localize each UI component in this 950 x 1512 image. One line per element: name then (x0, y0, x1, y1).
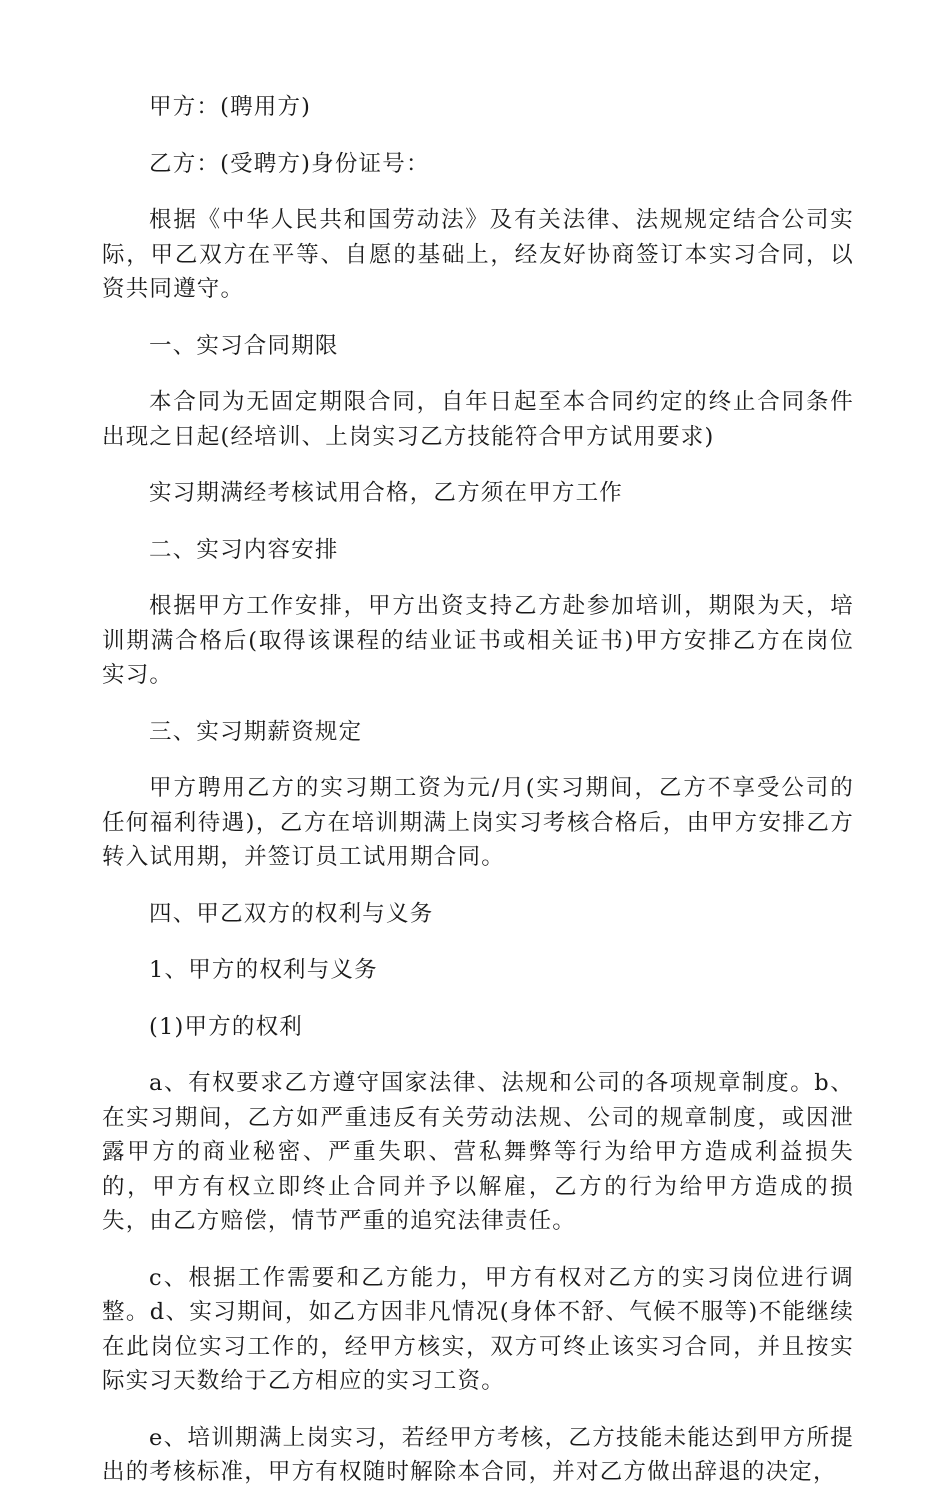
party-a-line: 甲方：(聘用方) (149, 94, 312, 120)
subsection-heading-1-1: (1)甲方的权利 (149, 1013, 303, 1040)
content-arrangement-paragraph: 根据甲方工作安排，甲方出资支持乙方赴参加培训，期限为天，培训期满合格后(取得该课程的结业证书或相关证书)甲方安排乙方在岗位实习。 (102, 593, 854, 688)
party-b-line: 乙方：(受聘方)身份证号： (149, 150, 430, 177)
section-heading-2: 二、实习内容安排 (149, 536, 339, 563)
subsection-heading-1: 1、甲方的权利与义务 (149, 957, 378, 983)
contract-term-paragraph: 本合同为无固定期限合同，自年日起至本合同约定的终止合同条件出现之日起(经培训、上岗实习乙方技能符合甲方试用要求) (102, 389, 854, 450)
salary-paragraph: 甲方聘用乙方的实习期工资为元/月(实习期间，乙方不享受公司的任何福利待遇)，乙方在培训期满上岗实习考核合格后，由甲方安排乙方转入试用期，并签订员工试用期合同。 (102, 775, 854, 870)
section-heading-3: 三、实习期薪资规定 (149, 718, 363, 745)
rights-paragraph-e: e、培训期满上岗实习，若经甲方考核，乙方技能未能达到甲方所提出的考核标准，甲方有权随时解除本合同，并对乙方做出辞退的决定， (102, 1424, 854, 1485)
contract-term-note: 实习期满经考核试用合格，乙方须在甲方工作 (149, 480, 624, 506)
document-body (102, 90, 854, 1512)
section-heading-1: 一、实习合同期限 (149, 332, 339, 359)
preamble-paragraph: 根据《中华人民共和国劳动法》及有关法律、法规规定结合公司实际，甲乙双方在平等、自愿的基础上，经友好协商签订本实习合同，以资共同遵守。 (102, 207, 854, 302)
section-heading-4: 四、甲乙双方的权利与义务 (149, 900, 434, 927)
rights-paragraph-cd: c、根据工作需要和乙方能力，甲方有权对乙方的实习岗位进行调整。d、实习期间，如乙方因非凡情况(身体不舒、气候不服等)不能继续在此岗位实习工作的，经甲方核实，双方可终止该实习合同，并且按实际实习天数给于乙方相应的实习工资。 (102, 1264, 854, 1394)
rights-paragraph-ab: a、有权要求乙方遵守国家法律、法规和公司的各项规章制度。b、在实习期间，乙方如严重违反有关劳动法规、公司的规章制度，或因泄露甲方的商业秘密、严重失职、营私舞弊等行为给甲方造成利益损失的，甲方有权立即终止合同并予以解雇，乙方的行为给甲方造成的损失，由乙方赔偿，情节严重的追究法律责任。 (102, 1070, 854, 1234)
